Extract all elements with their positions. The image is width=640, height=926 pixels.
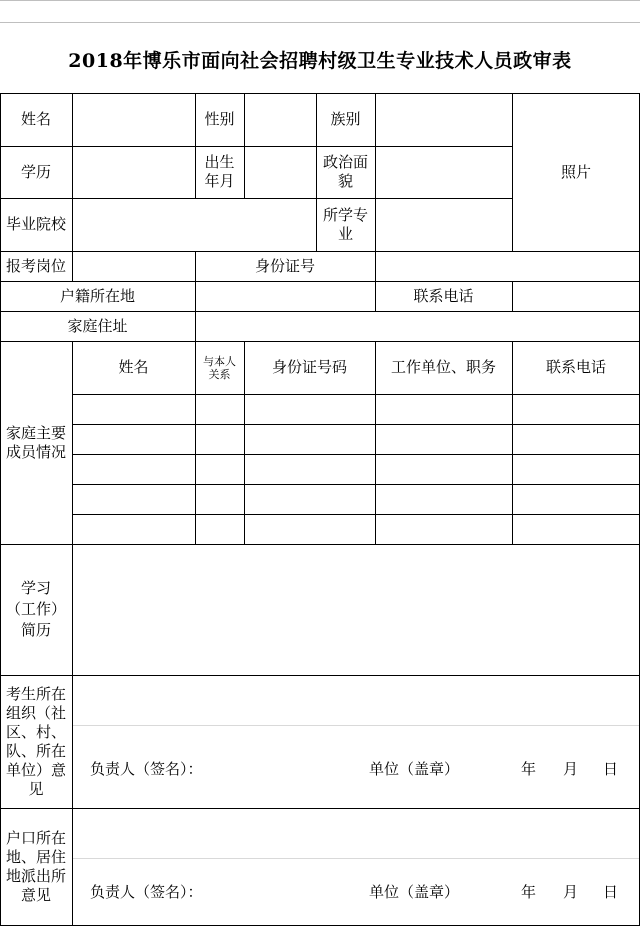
top-gridline — [0, 22, 640, 23]
label-hukou: 户籍所在地 — [59, 286, 135, 305]
input-resume[interactable] — [72, 544, 640, 675]
family-row[interactable] — [72, 514, 640, 544]
org-signer-label: 负责人（签名）： — [90, 760, 203, 778]
top-gridline — [0, 0, 640, 1]
input-education[interactable] — [72, 146, 195, 198]
org-day-label: 日 — [603, 760, 619, 778]
family-header-work: 工作单位、职务 — [390, 358, 496, 376]
label-ethnicity: 族别 — [330, 110, 361, 128]
family-row[interactable] — [72, 484, 640, 514]
input-id-number[interactable] — [375, 251, 640, 281]
label-phone: 联系电话 — [413, 286, 474, 305]
family-row[interactable] — [72, 424, 640, 454]
label-id-number: 身份证号 — [254, 256, 315, 275]
label-school: 毕业院校 — [5, 215, 66, 233]
family-row[interactable] — [72, 394, 640, 424]
label-address: 家庭住址 — [67, 316, 128, 335]
input-org-opinion[interactable] — [72, 675, 640, 725]
label-gender: 性别 — [204, 110, 235, 128]
label-resume: 学习 （工作） 简历 — [5, 579, 66, 639]
police-day-label: 日 — [603, 883, 619, 901]
label-police-opinion: 户口所在 地、居住 地派出所 意见 — [5, 828, 66, 904]
input-address[interactable] — [195, 311, 640, 341]
label-org-opinion: 考生所在 组织（社 区、村、 队、所在 单位）意 见 — [5, 684, 66, 798]
grid-line — [72, 858, 640, 859]
input-name[interactable] — [72, 93, 195, 146]
org-year-label: 年 — [521, 760, 537, 778]
family-header-phone: 联系电话 — [545, 358, 606, 376]
police-year-label: 年 — [521, 883, 537, 901]
input-hukou[interactable] — [195, 281, 375, 311]
label-name: 姓名 — [20, 110, 51, 128]
label-major: 所学专 业 — [322, 205, 368, 243]
label-education: 学历 — [20, 162, 51, 181]
family-header-id: 身份证号码 — [271, 358, 347, 376]
police-signer-label: 负责人（签名）： — [90, 883, 203, 901]
label-position: 报考岗位 — [5, 256, 66, 275]
input-phone[interactable] — [512, 281, 640, 311]
form-title: 2018年博乐市面向社会招聘村级卫生专业技术人员政审表 — [68, 49, 572, 72]
police-month-label: 月 — [563, 883, 579, 901]
input-position[interactable] — [72, 251, 195, 281]
label-birth: 出生 年月 — [204, 153, 235, 190]
input-birth[interactable] — [244, 146, 316, 198]
photo-box[interactable]: 照片 — [560, 162, 591, 181]
input-ethnicity[interactable] — [375, 93, 512, 146]
family-header-relation: 与本人 关系 — [203, 354, 236, 381]
input-political[interactable] — [375, 146, 512, 198]
org-unit-label: 单位（盖章） — [369, 760, 460, 778]
label-political: 政治面 貌 — [322, 153, 368, 190]
label-family: 家庭主要 成员情况 — [5, 423, 66, 461]
family-header-name: 姓名 — [118, 358, 149, 376]
police-unit-label: 单位（盖章） — [369, 883, 460, 901]
input-gender[interactable] — [244, 93, 316, 146]
org-month-label: 月 — [563, 760, 579, 778]
input-major[interactable] — [375, 198, 512, 251]
input-police-opinion[interactable] — [72, 808, 640, 858]
family-row[interactable] — [72, 454, 640, 484]
grid-line — [72, 725, 640, 726]
input-school[interactable] — [72, 198, 316, 251]
